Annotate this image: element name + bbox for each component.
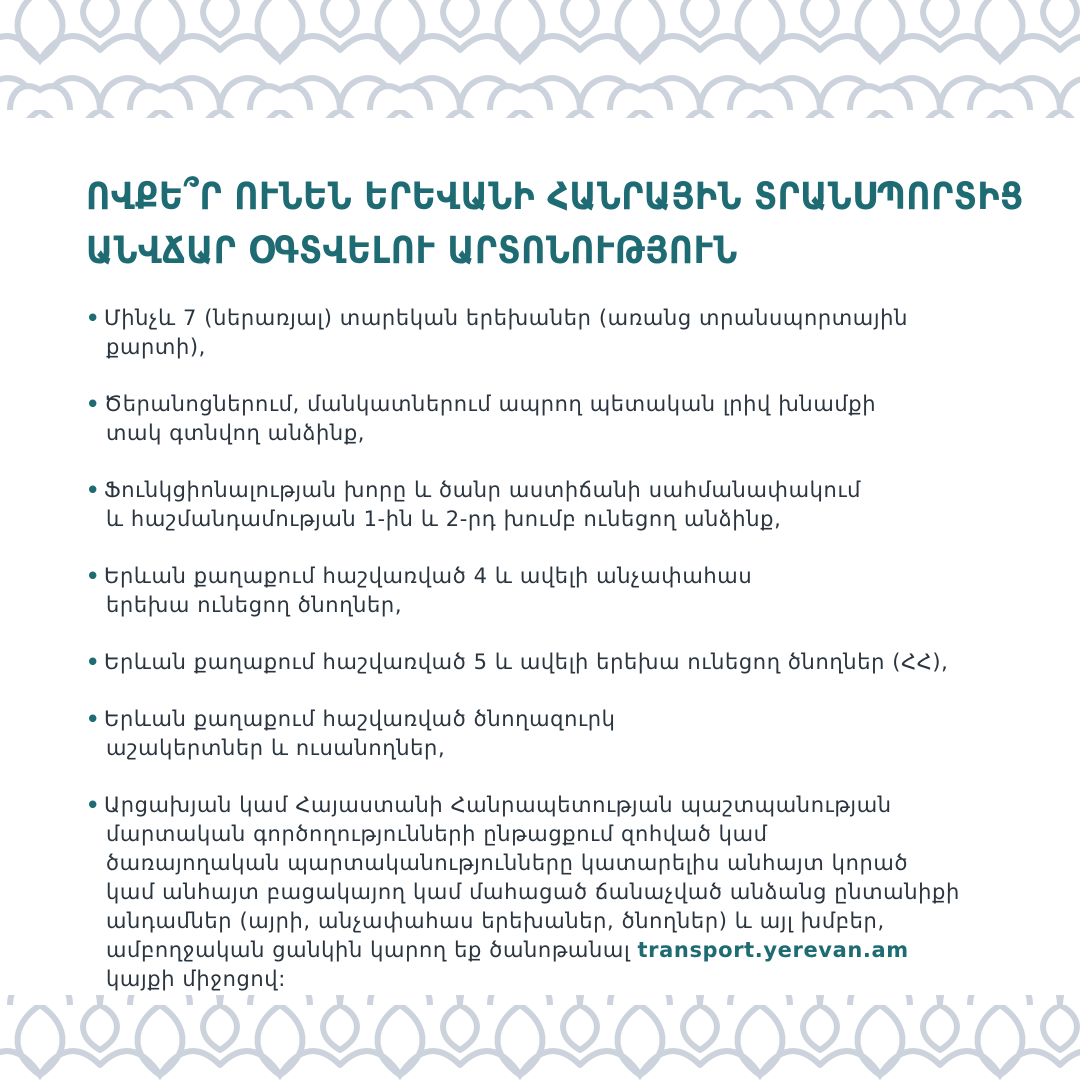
website-link[interactable]: transport.yerevan.am: [637, 938, 909, 962]
top-decorative-pattern: [0, 0, 1080, 118]
item-text-segment: ամբողջական ցանկին կարող եք ծանոթանալ: [106, 938, 631, 962]
item-text-line: Ծերանոցներում, մանկատներում ապրող պետական լրիվ խնամքի: [104, 392, 877, 416]
item-text-line: մարտական գործողությունների ընթացքում զոհված կամ: [106, 822, 768, 846]
item-text-line: Երևան քաղաքում հաշվառված 5 և ավելի երեխա ունեցող ծնողներ (ՀՀ),: [104, 650, 949, 674]
item-text-line: Երևան քաղաքում հաշվառված ծնողազուրկ: [104, 707, 616, 731]
title-line-1: ՈՎՔԵ՞Ր ՈՒՆԵՆ ԵՐԵՎԱՆԻ ՀԱՆՐԱՅԻՆ ՏՐԱՆՍՊՈՐՏԻՑ: [86, 175, 1024, 218]
item-text-line: երեխա ունեցող ծնողներ,: [106, 593, 403, 617]
item-text-line: աշակերտներ և ուսանողներ,: [106, 736, 446, 760]
eligibility-list: [86, 304, 986, 1022]
item-text-line: ծառայողական պարտականությունները կատարելիս անհայտ կորած: [106, 851, 909, 875]
item-text-line-with-link: [104, 936, 986, 965]
item-text-line: Արցախյան կամ Հայաստանի Հանրապետության պաշտպանության: [104, 793, 892, 817]
item-text-line: քարտի),: [106, 335, 206, 359]
title-line-2: ԱՆՎՃԱՐ ՕԳՏՎԵԼՈՒ ԱՐՏՈՆՈՒԹՅՈՒՆ: [86, 229, 738, 272]
bullet-icon: •: [86, 793, 101, 817]
list-item: [86, 476, 986, 534]
item-text-line: Մինչև 7 (ներառյալ) տարեկան երեխաներ (առանց տրանսպորտային: [104, 306, 908, 330]
bullet-icon: •: [86, 392, 101, 416]
list-item: [86, 304, 986, 362]
item-text-line: և հաշմանդամության 1-ին և 2-րդ խումբ ունեցող անձինք,: [106, 507, 782, 531]
item-text-line: տակ գտնվող անձինք,: [106, 421, 366, 445]
bullet-icon: •: [86, 650, 101, 674]
item-text-line: կայքի միջոցով:: [106, 967, 286, 991]
item-text-line: կամ անհայտ բացակայող կամ մահացած ճանաչված անձանց ընտանիքի: [106, 880, 960, 904]
list-item: [86, 648, 986, 677]
item-text-line: Ֆունկցիոնալության խորը և ծանր աստիճանի սահմանափակում: [104, 478, 862, 502]
item-text-line: Երևան քաղաքում հաշվառված 4 և ավելի անչափահաս: [104, 564, 753, 588]
list-item: [86, 390, 986, 448]
list-item: [86, 705, 986, 763]
item-text-line: անդամներ (այրի, անչափահաս երեխաներ, ծնողներ) և այլ խմբեր,: [106, 909, 885, 933]
bullet-icon: •: [86, 306, 101, 330]
list-item: [86, 791, 986, 994]
list-item: [86, 562, 986, 620]
top-pattern-svg: [0, 0, 1080, 118]
page-title: [86, 170, 1026, 278]
bullet-icon: •: [86, 564, 101, 588]
bottom-pattern-svg: [0, 995, 1080, 1080]
bottom-decorative-pattern: [0, 995, 1080, 1080]
bullet-icon: •: [86, 707, 101, 731]
bullet-icon: •: [86, 478, 101, 502]
